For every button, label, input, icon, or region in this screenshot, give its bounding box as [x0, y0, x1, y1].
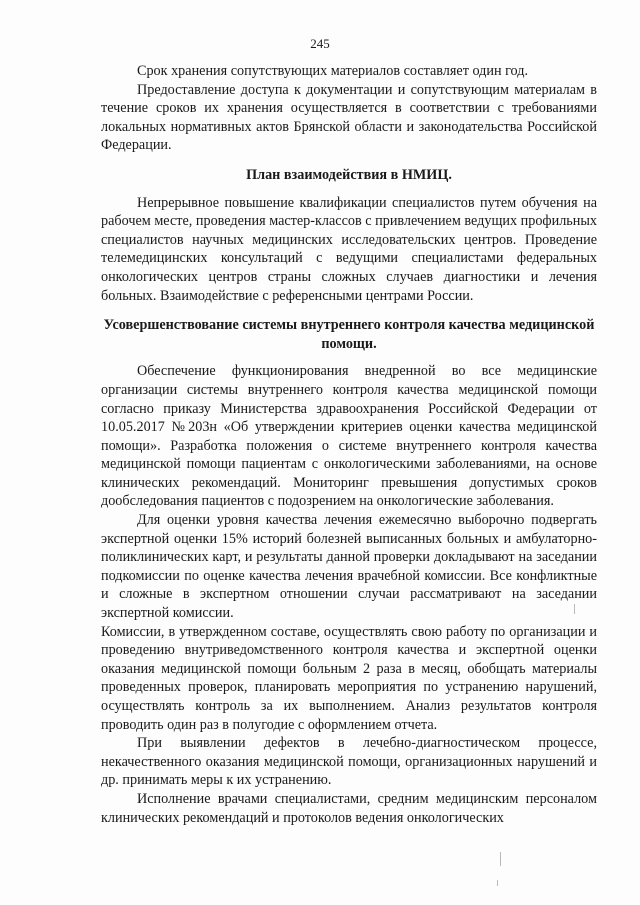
paragraph-qualification: Непрерывное повышение квалификации специалистов путем обучения на рабочем месте, проведения мастер-классов с привлечением ведущих профильных специалистов научных медицинских исследовательских центров. Проведение телемедицинских консультаций с ведущими специалистами федеральных онкологических центров страны сложных случаев диагностики и лечения больных. Взаимодействие с референсными центрами России.	[101, 194, 597, 304]
page-number: 245	[310, 36, 330, 51]
paragraph-access: Предоставление доступа к документации и сопутствующим материалам в течение сроков их хранения осуществляется в соответствии с требованиями локальных нормативных актов Брянской области и законодательства Российской Федерации.	[101, 81, 597, 154]
paragraph-guidelines: Исполнение врачами специалистами, средним медицинским персоналом клинических рекомендаций и протоколов ведения онкологических	[101, 790, 597, 826]
scan-mark	[574, 604, 575, 614]
paragraph-commission: Комиссии, в утвержденном составе, осуществлять свою работу по организации и проведению внутриведомственного контроля качества и экспертной оценки оказания медицинской помощи больным 2 раза в месяц, обобщать материалы проведенных проверок, планировать мероприятия по устранению нарушений, осуществлять контроль за их выполнением. Анализ результатов контроля проводить один раз в полугодие с оформлением отчета.	[101, 623, 597, 733]
document-body	[101, 62, 597, 827]
paragraph-expert-review: Для оценки уровня качества лечения ежемесячно выборочно подвергать экспертной оценки 15% историй болезней выписанных больных и амбулаторно-поликлинических карт, и результаты данной проверки докладывают на заседании подкомиссии по оценке качества лечения врачебной комиссии. Все конфликтные и сложные в экспертном отношении случаи рассматривают на заседании экспертной комиссии.	[101, 512, 597, 622]
paragraph-defects: При выявлении дефектов в лечебно-диагностическом процессе, некачественного оказания медицинской помощи, организационных нарушений и др. принимать меры к их устранению.	[101, 735, 597, 789]
paragraph-quality-system: Обеспечение функционирования внедренной во все медицинские организации системы внутреннего контроля качества медицинской помощи согласно приказу Министерства здравоохранения Российской Федерации от 10.05.2017 №203н «Об утверждении критериев оценки качества медицинской помощи». Разработка положения о системе внутреннего контроля качества медицинской помощи пациентам с онкологическими заболеваниями, на основе клинических рекомендаций. Мониторинг превышения допустимых сроков дообследования пациентов с подозрением на онкологические заболевания.	[101, 363, 597, 510]
heading-nmic-plan: План взаимодействия в НМИЦ.	[246, 166, 452, 183]
paragraph-storage-term: Срок хранения сопутствующих материалов составляет один год.	[137, 63, 528, 79]
scan-mark	[500, 852, 501, 866]
scan-mark	[497, 880, 498, 886]
heading-quality-control: Усовершенствование системы внутреннего контроля качества медицинской помощи.	[103, 317, 595, 352]
